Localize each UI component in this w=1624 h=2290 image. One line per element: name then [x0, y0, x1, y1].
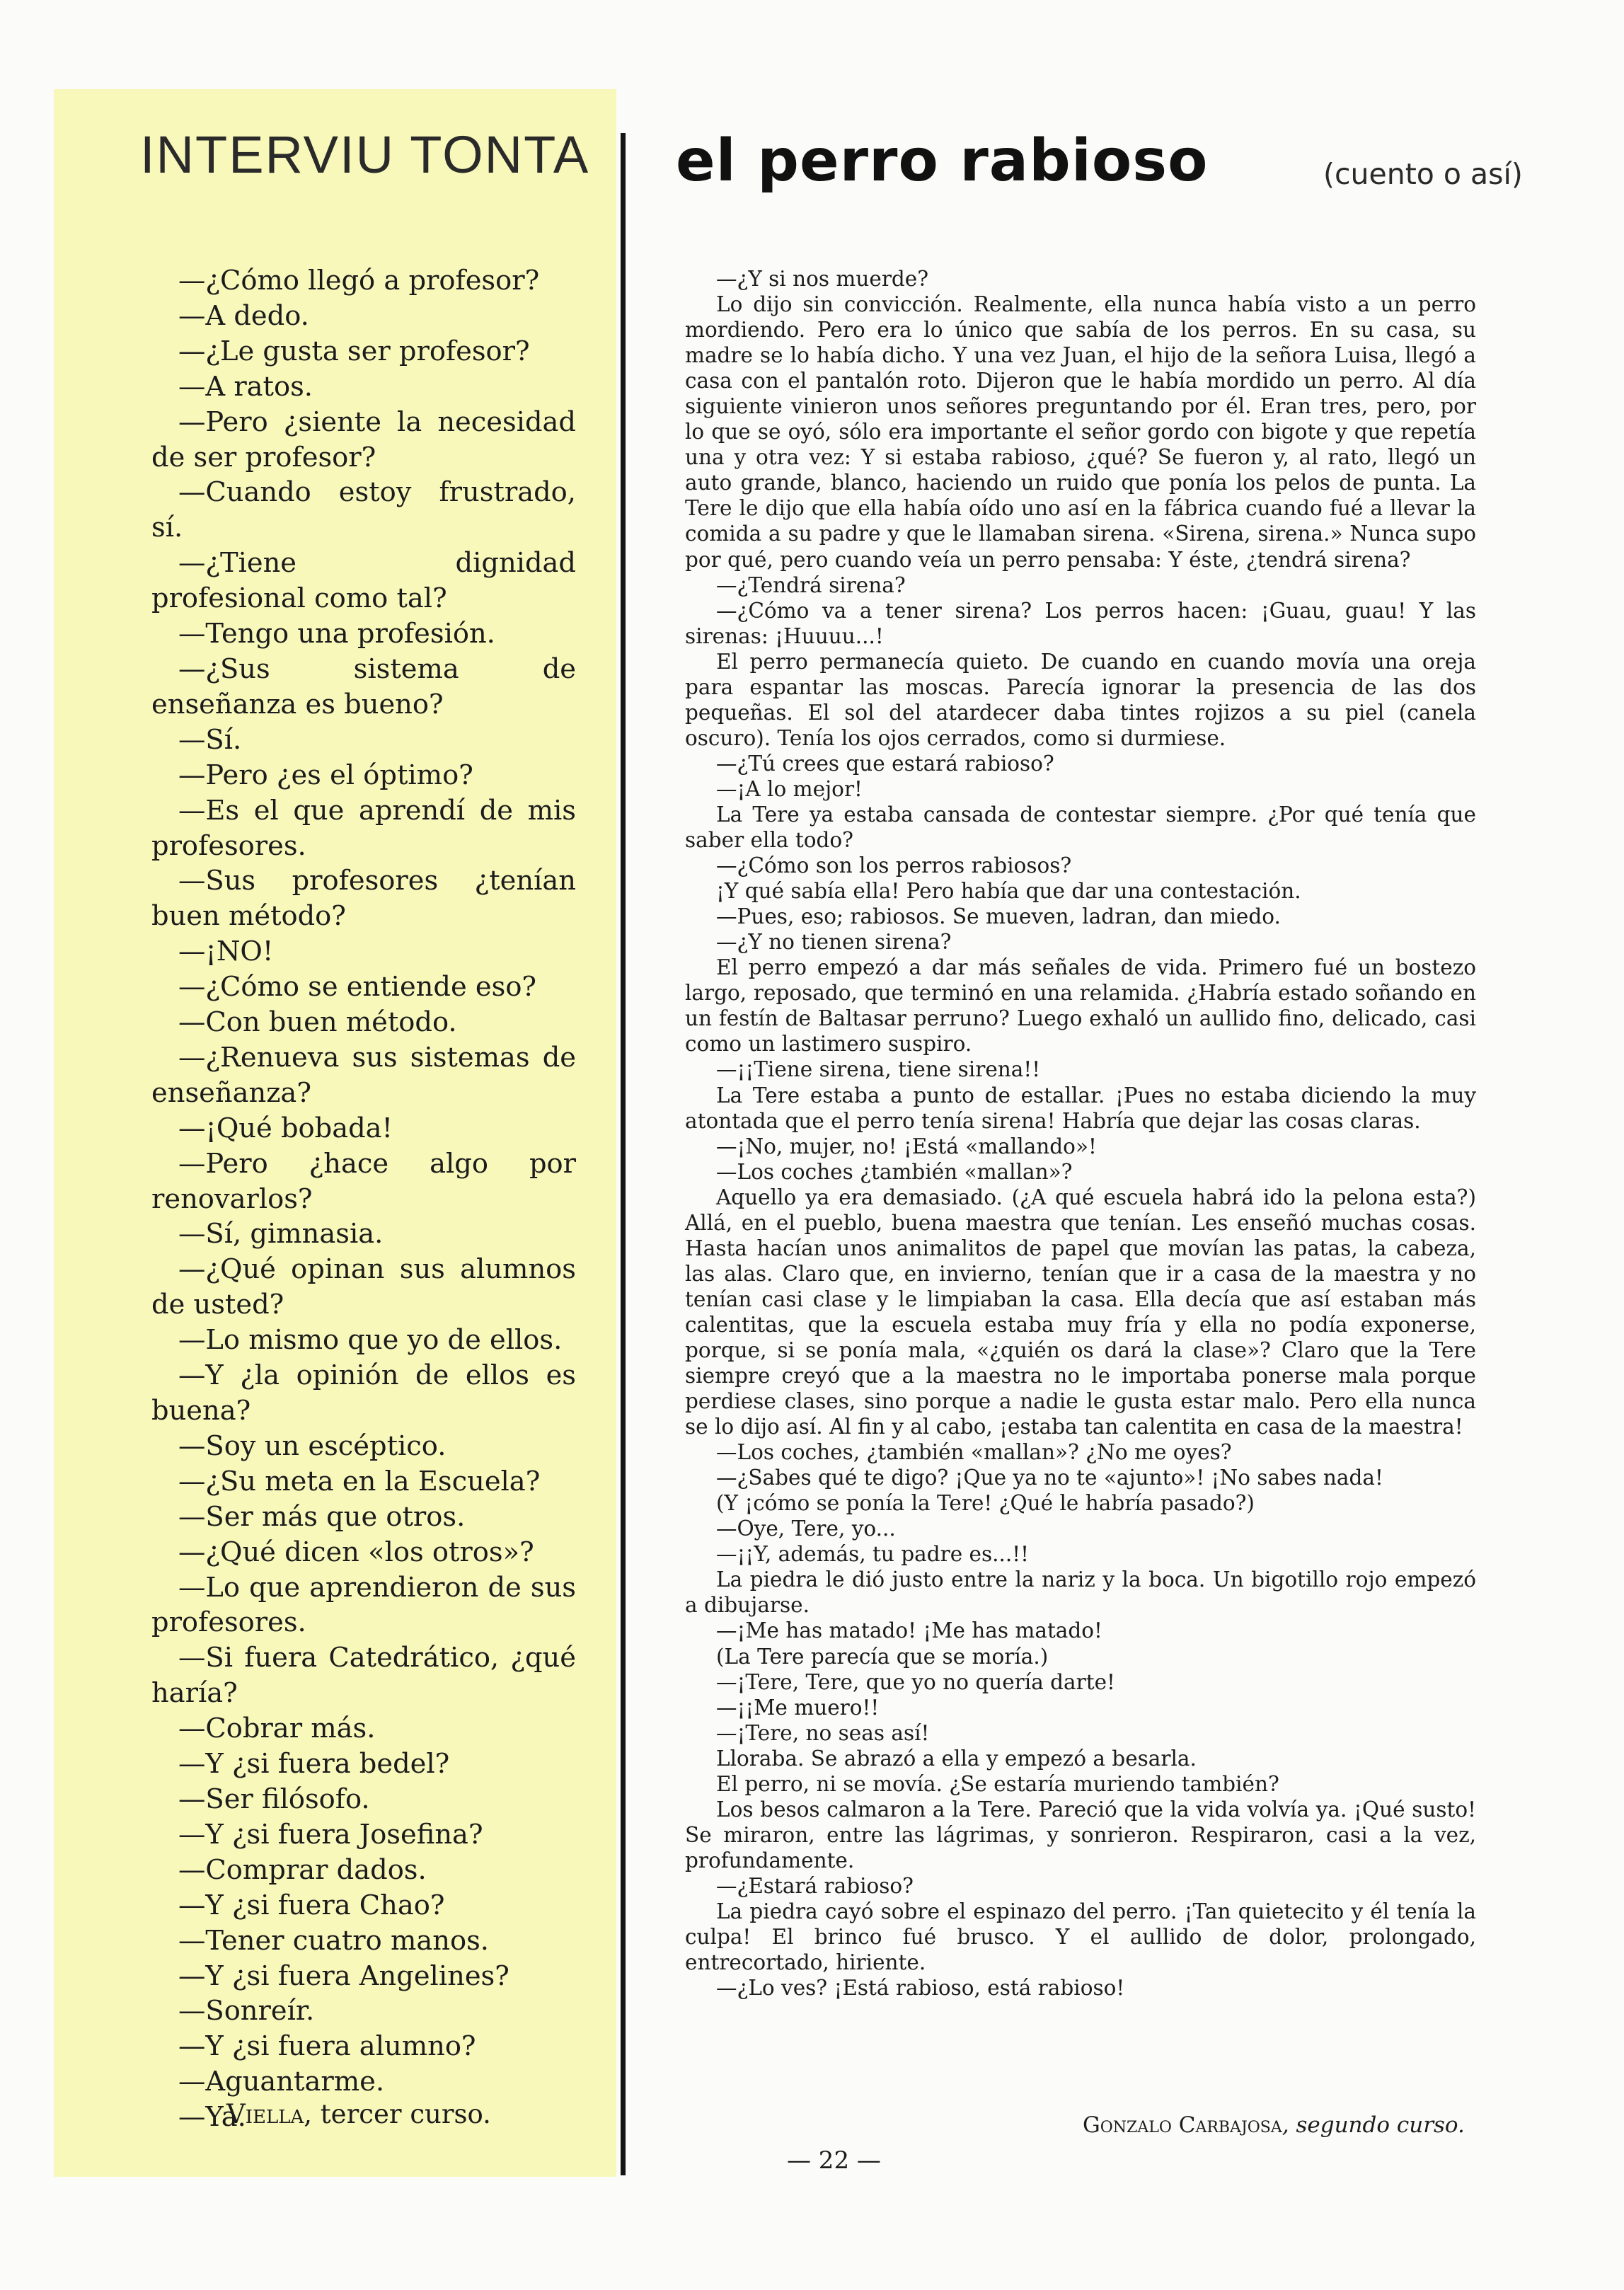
- story-paragraph: La piedra le dió justo entre la nariz y la boca. Un bigotillo rojo empezó a dibujarse.: [685, 1567, 1476, 1618]
- story-paragraph: La Tere ya estaba cansada de contestar siempre. ¿Por qué tenía que saber ella todo?: [685, 802, 1476, 853]
- interview-line: —¿Tiene dignidad profesional como tal?: [151, 547, 576, 615]
- interview-line: —Pero ¿es el óptimo?: [178, 759, 473, 791]
- story-paragraph: ¡Y qué sabía ella! Pero había que dar una contestación.: [716, 879, 1301, 904]
- interview-line: —¿Cómo se entiende eso?: [178, 971, 537, 1003]
- interview-line: —Sonreír.: [178, 1995, 315, 2027]
- interview-line: —Y ¿si fuera Angelines?: [178, 1960, 509, 1992]
- story-paragraph: —¡Tere, Tere, que yo no quería darte!: [716, 1669, 1115, 1694]
- story-paragraph: —¿Tendrá sirena?: [716, 572, 906, 597]
- interview-line: —Comprar dados.: [178, 1853, 427, 1886]
- story-course: , segundo curso.: [1282, 2112, 1465, 2138]
- story-paragraph: —¿Lo ves? ¡Está rabioso, está rabioso!: [716, 1976, 1125, 2001]
- story-paragraph: —¡¡Me muero!!: [716, 1695, 880, 1720]
- interview-title: INTERVIU TONTA: [140, 125, 590, 184]
- interview-line: —Y ¿si fuera Chao?: [178, 1889, 445, 1921]
- interview-line: —Tengo una profesión.: [178, 618, 495, 650]
- interview-line: —Y ¿si fuera Josefina?: [178, 1818, 483, 1851]
- interview-body: [151, 263, 576, 2135]
- story-paragraph: (Y ¡cómo se ponía la Tere! ¿Qué le habría pasado?): [716, 1491, 1255, 1516]
- interview-line: —Con buen método.: [178, 1006, 457, 1039]
- story-paragraph: —¿Y no tienen sirena?: [716, 930, 952, 955]
- interview-line: —Y ¿la opinión de ellos es buena?: [151, 1359, 576, 1427]
- story-paragraph: —Oye, Tere, yo...: [716, 1517, 896, 1541]
- interview-line: —A dedo.: [178, 299, 309, 332]
- story-paragraph: —¿Sabes qué te digo? ¡Que ya no te «ajunto»! ¡No sabes nada!: [716, 1466, 1383, 1490]
- story-paragraph: —¿Tú crees que estará rabioso?: [716, 751, 1054, 776]
- interview-line: —Ser filósofo.: [178, 1783, 370, 1815]
- interview-line: —A ratos.: [178, 370, 313, 403]
- interview-line: —Sí.: [178, 723, 242, 756]
- story-paragraph: —¡Me has matado! ¡Me has matado!: [716, 1618, 1102, 1643]
- story-paragraph: —Los coches, ¿también «mallan»? ¿No me oyes?: [716, 1440, 1232, 1465]
- story-paragraph: La Tere estaba a punto de estallar. ¡Pues no estaba diciendo la muy atontada que el perro tenía sirena! Habría que dejar las cosas claras.: [685, 1083, 1476, 1133]
- story-paragraph: —¿Cómo son los perros rabiosos?: [716, 853, 1072, 878]
- story-paragraph: El perro, ni se movía. ¿Se estaría muriendo también?: [716, 1771, 1279, 1796]
- story-paragraph: —¿Estará rabioso?: [716, 1873, 914, 1898]
- interview-line: —Sus profesores ¿tenían buen método?: [151, 865, 576, 933]
- story-paragraph: El perro permanecía quieto. De cuando en cuando movía una oreja para espantar las moscas. Parecía ignorar la presencia de las dos pequeñas. El sol del atardecer daba tintes rojizos a su piel (canela oscuro). Tenía los ojos cerrados, como si durmiese.: [685, 649, 1476, 750]
- interview-line: —¿Su meta en la Escuela?: [178, 1465, 541, 1497]
- interview-line: —¡NO!: [178, 936, 274, 968]
- interview-line: —¿Cómo llegó a profesor?: [178, 265, 540, 297]
- story-title: el perro rabioso: [676, 127, 1209, 195]
- interview-course: , tercer curso.: [304, 2099, 491, 2129]
- interview-line: —Pero ¿hace algo por renovarlos?: [151, 1147, 576, 1215]
- story-paragraph: —¡¡Y, además, tu padre es...!!: [716, 1542, 1029, 1567]
- page-number: — 22 —: [787, 2146, 881, 2175]
- story-paragraph: —Pues, eso; rabiosos. Se mueven, ladran, dan miedo.: [716, 904, 1281, 929]
- interview-line: —Ser más que otros.: [178, 1500, 466, 1533]
- interview-line: —¿Qué dicen «los otros»?: [178, 1536, 534, 1568]
- story-paragraph: —¡¡Tiene sirena, tiene sirena!!: [716, 1057, 1041, 1082]
- interview-line: —Aguantarme.: [178, 2066, 385, 2098]
- story-paragraph: —¡A lo mejor!: [716, 776, 863, 801]
- story-subtitle: (cuento o así): [1323, 157, 1523, 191]
- interview-author: Viella: [226, 2099, 304, 2129]
- story-paragraph: Lo dijo sin convicción. Realmente, ella nunca había visto a un perro mordiendo. Pero era lo único que sabía de los perros. En su casa, su madre se lo había dicho. Y una vez Juan, el hijo de la señora Luisa, llegó a casa con el pantalón roto. Dijeron que le había mordido un perro. Al día siguiente vinieron unos señores preguntando por él. Eran tres, pero, por lo que se oyó, sólo era importante el señor gordo con bigote y que repetía una y otra vez: Y si estaba rabioso, ¿qué? Se fueron y, al rato, llegó un auto grande, blanco, haciendo un ruido que ponía los pelos de punta. La Tere le dijo que ella había oído uno así en la fábrica cuando fué a llevar la comida a su padre y que le llamaban sirena. «Sirena, sirena.» Nunca supo por qué, pero cuando veía un perro pensaba: Y éste, ¿tendrá sirena?: [685, 292, 1476, 572]
- interview-line: —Tener cuatro manos.: [178, 1924, 489, 1957]
- interview-line: —Cobrar más.: [178, 1713, 376, 1745]
- interview-line: —¿Qué opinan sus alumnos de usted?: [151, 1253, 576, 1321]
- story-paragraph: Lloraba. Se abrazó a ella y empezó a besarla.: [716, 1746, 1197, 1771]
- interview-line: —Cuando estoy frustrado, sí.: [151, 476, 576, 544]
- interview-line: —Y ¿si fuera alumno?: [178, 2030, 476, 2063]
- story-paragraph: —Los coches ¿también «mallan»?: [716, 1159, 1073, 1184]
- interview-line: —¡Qué bobada!: [178, 1112, 393, 1144]
- interview-line: —Sí, gimnasia.: [178, 1218, 384, 1250]
- interview-line: —¿Renueva sus sistemas de enseñanza?: [151, 1041, 576, 1109]
- interview-line: —Ya.: [178, 2101, 246, 2134]
- story-paragraph: —¡Tere, no seas así!: [716, 1720, 930, 1745]
- story-signature: [1083, 2112, 1465, 2138]
- interview-line: —Y ¿si fuera bedel?: [178, 1748, 450, 1780]
- story-paragraph: —¿Cómo va a tener sirena? Los perros hacen: ¡Guau, guau! Y las sirenas: ¡Huuuu...!: [685, 598, 1476, 648]
- column-divider: [621, 133, 626, 2175]
- interview-line: —Si fuera Catedrático, ¿qué haría?: [151, 1642, 576, 1710]
- story-paragraph: —¿Y si nos muerde?: [716, 267, 929, 291]
- interview-line: —Lo mismo que yo de ellos.: [178, 1324, 563, 1357]
- interview-signature: [226, 2099, 491, 2129]
- story-paragraph: Los besos calmaron a la Tere. Pareció que la vida volvía ya. ¡Qué susto! Se miraron, entre las lágrimas, y sonrieron. Respiraron, casi a la vez, profundamente.: [685, 1797, 1476, 1872]
- story-paragraph: —¡No, mujer, no! ¡Está «mallando»!: [716, 1134, 1097, 1158]
- interview-line: —Es el que aprendí de mis profesores.: [151, 794, 576, 862]
- story-body: [685, 266, 1476, 2001]
- interview-line: —¿Sus sistema de enseñanza es bueno?: [151, 652, 576, 720]
- interview-line: —Pero ¿siente la necesidad de ser profesor?: [151, 405, 576, 473]
- interview-line: —¿Le gusta ser profesor?: [178, 335, 530, 367]
- story-paragraph: Aquello ya era demasiado. (¿A qué escuela habrá ido la pelona esta?) Allá, en el pueblo, buena maestra que tenían. Les enseñó muchas cosas. Hasta hacían unos animalitos de papel que movían las patas, la cabeza, las alas. Claro que, en invierno, tenían que ir a casa de la maestra y no tenían casi clase y le limpiaban la casa. Ella decía que así estaban más calentitas, que la escuela estaba muy fría y ella no podía exponerse, porque, si se ponía mala, «¿quién os dará la clase»? Claro que la Tere siempre creyó que a la maestra no le importaba ponerse mala porque perdiese clases, sino porque a nadie le gusta estar malo. Pero ella nunca se lo dijo así. Al fin y al cabo, ¡estaba tan calentita en casa de la maestra!: [685, 1185, 1476, 1439]
- interview-line: —Lo que aprendieron de sus profesores.: [151, 1571, 576, 1639]
- story-paragraph: La piedra cayó sobre el espinazo del perro. ¡Tan quietecito y él tenía la culpa! El brinco fué brusco. Y el aullido de dolor, prolongado, entrecortado, hiriente.: [685, 1899, 1476, 1975]
- story-author: Gonzalo Carbajosa: [1083, 2112, 1282, 2138]
- interview-line: —Soy un escéptico.: [178, 1429, 447, 1462]
- story-paragraph: (La Tere parecía que se moría.): [716, 1644, 1049, 1669]
- story-paragraph: El perro empezó a dar más señales de vida. Primero fué un bostezo largo, reposado, que terminó en una relamida. ¿Habría estado soñando en un festín de Baltasar perruno? Luego exhaló un aullido fino, delicado, casi como un lastimero suspiro.: [685, 955, 1476, 1057]
